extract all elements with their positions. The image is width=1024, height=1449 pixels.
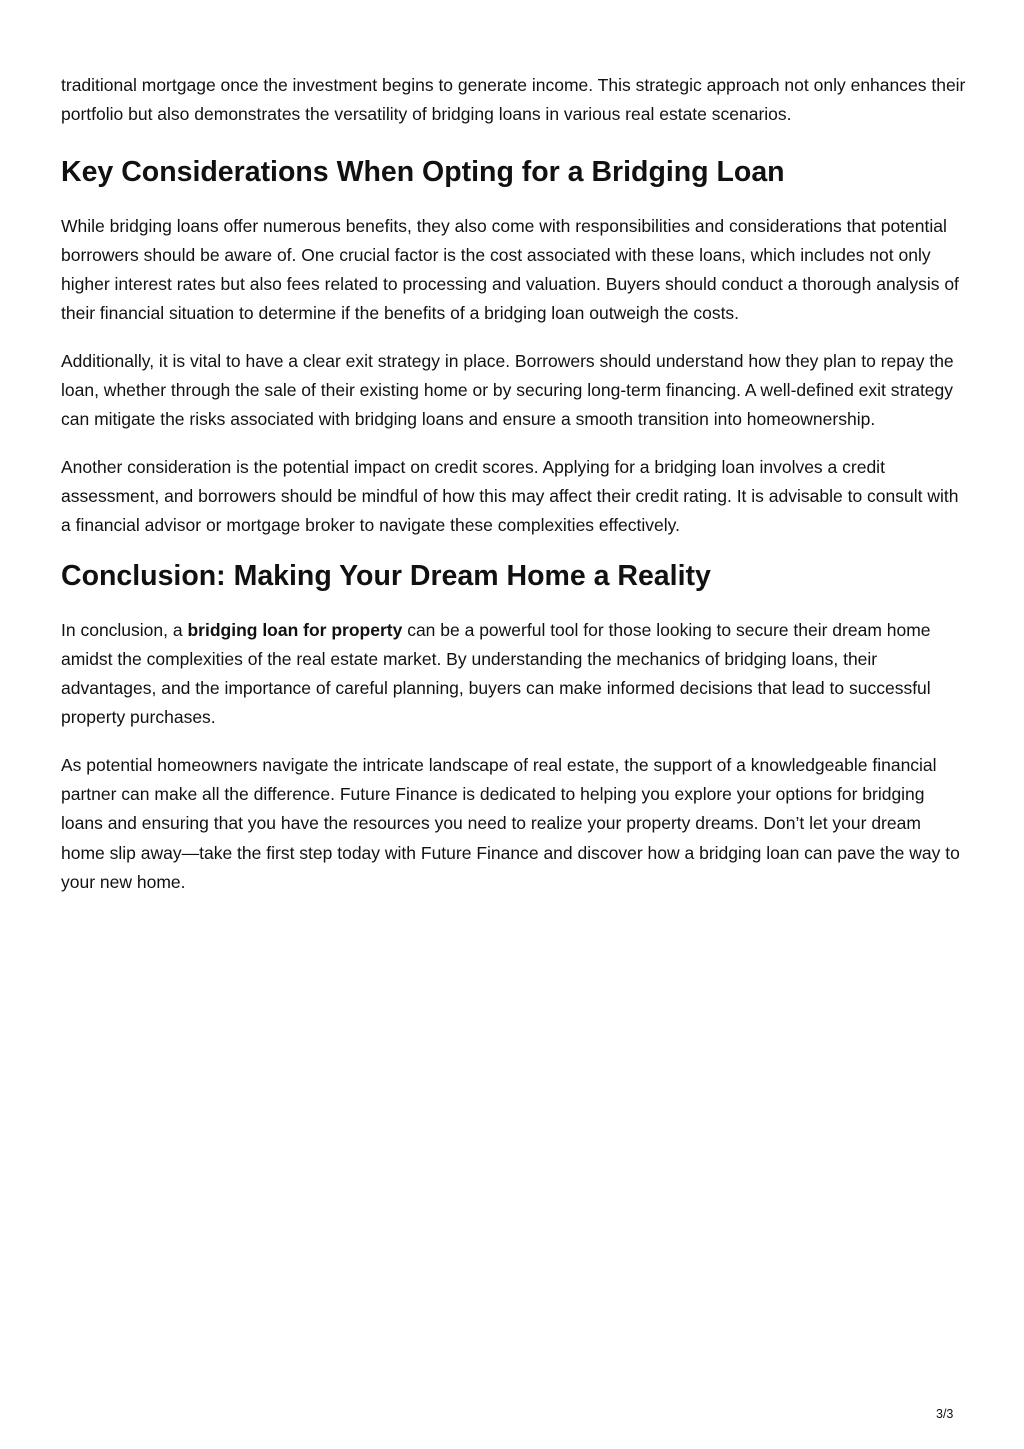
bridging-loan-keyword: bridging loan for property (187, 619, 403, 640)
paragraph-costs: While bridging loans offer numerous benefits, they also come with responsibilities and considerations that potential borrowers should be aware of. One crucial factor is the cost associated with these loans, which includes not only higher interest rates but also fees related to processing and valuation. Buyers should conduct a thorough analysis of their financial situation to determine if the benefits of a bridging loan outweigh the costs. (61, 215, 959, 324)
heading-conclusion: Conclusion: Making Your Dream Home a Reality (61, 559, 711, 592)
conclusion-text-start: In conclusion, a (61, 619, 188, 640)
page-number: 3/3 (936, 1407, 954, 1421)
paragraph-exit-strategy: Additionally, it is vital to have a clear exit strategy in place. Borrowers should understand how they plan to repay the loan, whether through the sale of their existing home or by securing long-term financing. A well-defined exit strategy can mitigate the risks associated with bridging loans and ensure a smooth transition into homeownership. (61, 350, 954, 430)
paragraph-future-finance: As potential homeowners navigate the intricate landscape of real estate, the support of a knowledgeable financial partner can make all the difference. Future Finance is dedicated to helping you explore your options for bridging loans and ensuring that you have the resources you need to realize your property dreams. Don’t let your dream home slip away—take the first step today with Future Finance and discover how a bridging loan can pave the way to your new home. (61, 754, 960, 892)
document-page (61, 71, 966, 915)
heading-key-considerations: Key Considerations When Opting for a Bridging Loan (61, 155, 785, 188)
paragraph-conclusion (61, 616, 966, 733)
conclusion-text-end: can be a powerful tool for those looking to secure their dream home amidst the complexities of the real estate market. By understanding the mechanics of bridging loans, their advantages, and the importance of careful planning, buyers can make informed decisions that lead to successful property purchases. (61, 619, 931, 728)
intro-paragraph: traditional mortgage once the investment begins to generate income. This strategic approach not only enhances their portfolio but also demonstrates the versatility of bridging loans in various real estate scenarios. (61, 75, 966, 125)
paragraph-credit-scores: Another consideration is the potential impact on credit scores. Applying for a bridging loan involves a credit assessment, and borrowers should be mindful of how this may affect their credit rating. It is advisable to consult with a financial advisor or mortgage broker to navigate these complexities effectively. (61, 456, 959, 536)
